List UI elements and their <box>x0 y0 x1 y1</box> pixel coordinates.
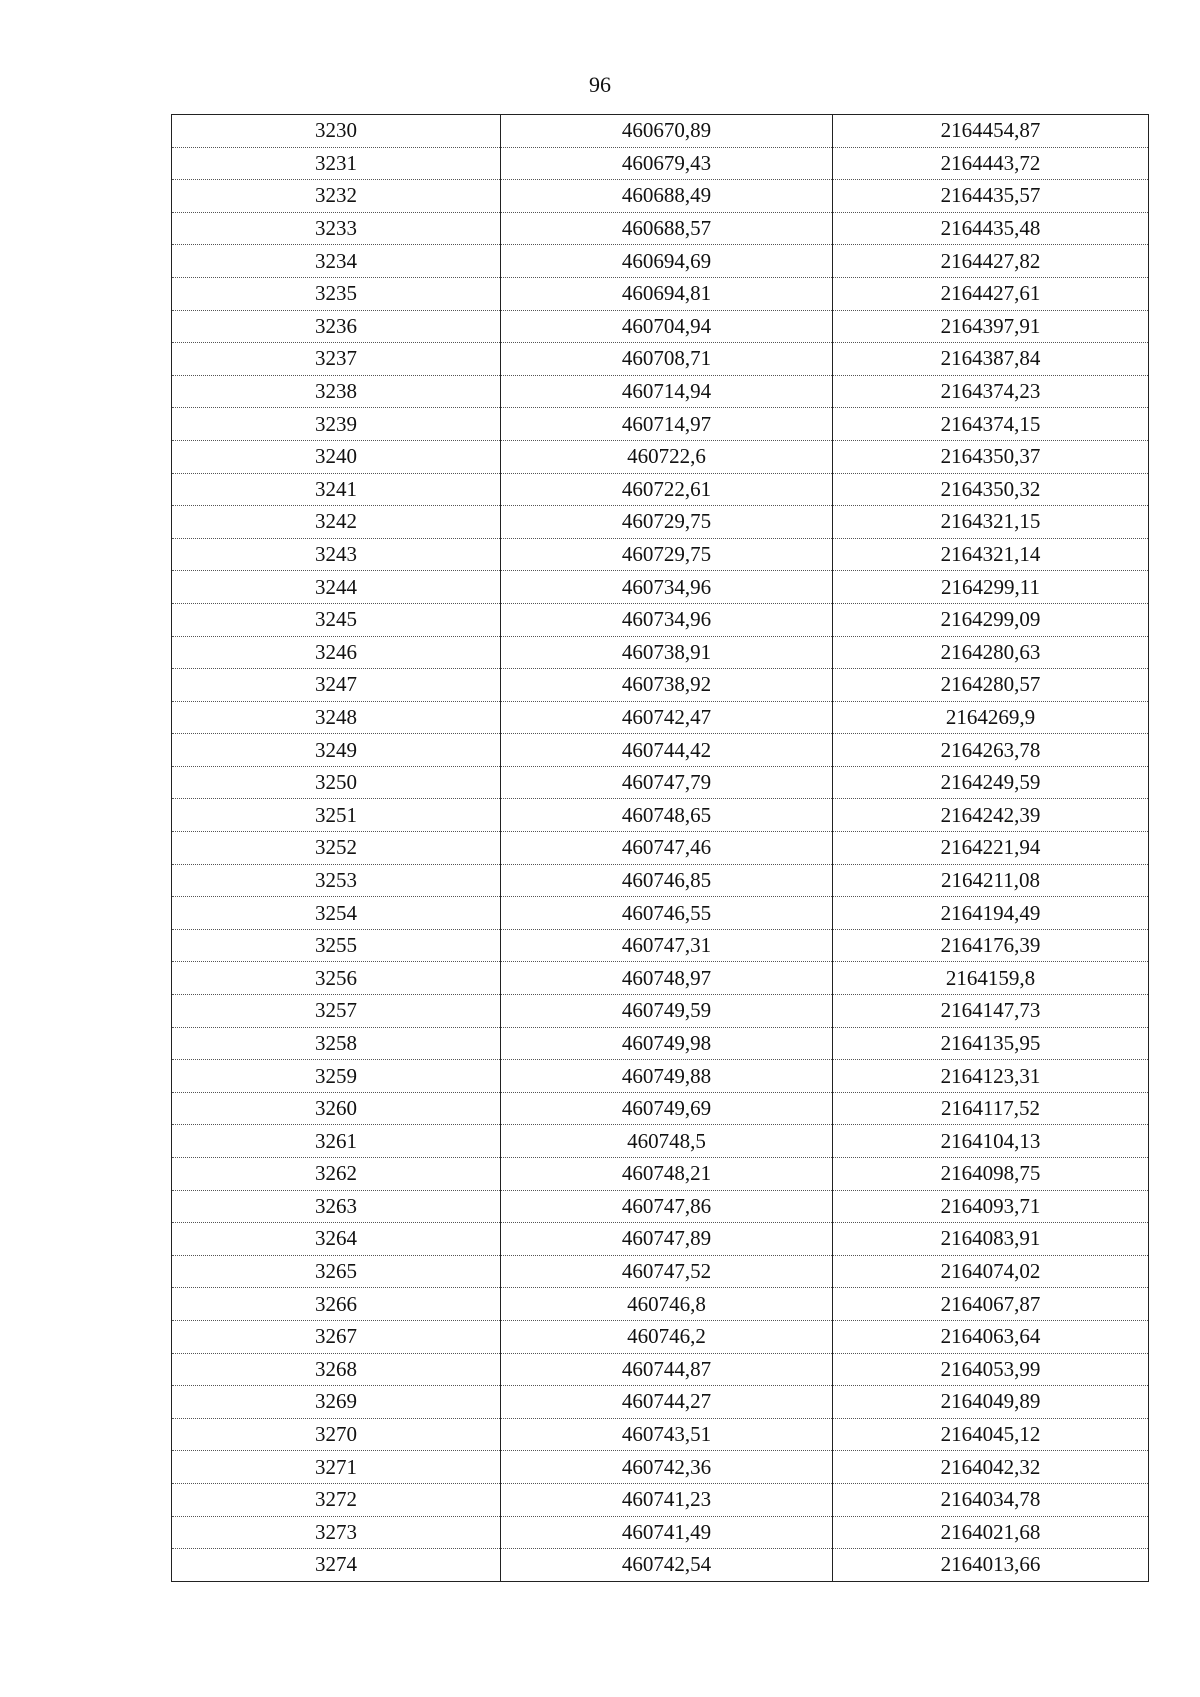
x-coordinate-cell: 460742,47 <box>501 701 833 734</box>
x-coordinate-cell: 460704,94 <box>501 310 833 343</box>
y-coordinate-cell: 2164387,84 <box>833 343 1149 376</box>
y-coordinate-cell: 2164067,87 <box>833 1288 1149 1321</box>
point-number-cell: 3268 <box>172 1353 501 1386</box>
y-coordinate-cell: 2164321,14 <box>833 538 1149 571</box>
x-coordinate-cell: 460744,42 <box>501 734 833 767</box>
table-row <box>172 734 1149 767</box>
y-coordinate-cell: 2164249,59 <box>833 766 1149 799</box>
point-number-cell: 3272 <box>172 1483 501 1516</box>
y-coordinate-cell: 2164034,78 <box>833 1483 1149 1516</box>
x-coordinate-cell: 460734,96 <box>501 571 833 604</box>
x-coordinate-cell: 460734,96 <box>501 603 833 636</box>
point-number-cell: 3256 <box>172 962 501 995</box>
table-row <box>172 1125 1149 1158</box>
x-coordinate-cell: 460746,8 <box>501 1288 833 1321</box>
y-coordinate-cell: 2164374,15 <box>833 408 1149 441</box>
x-coordinate-cell: 460741,49 <box>501 1516 833 1549</box>
table-row <box>172 571 1149 604</box>
y-coordinate-cell: 2164176,39 <box>833 929 1149 962</box>
x-coordinate-cell: 460749,88 <box>501 1060 833 1093</box>
x-coordinate-cell: 460749,98 <box>501 1027 833 1060</box>
x-coordinate-cell: 460744,27 <box>501 1386 833 1419</box>
table-row <box>172 1255 1149 1288</box>
coordinates-table <box>171 114 1149 1582</box>
y-coordinate-cell: 2164042,32 <box>833 1451 1149 1484</box>
y-coordinate-cell: 2164194,49 <box>833 897 1149 930</box>
x-coordinate-cell: 460748,97 <box>501 962 833 995</box>
point-number-cell: 3270 <box>172 1418 501 1451</box>
x-coordinate-cell: 460747,52 <box>501 1255 833 1288</box>
point-number-cell: 3271 <box>172 1451 501 1484</box>
x-coordinate-cell: 460746,55 <box>501 897 833 930</box>
y-coordinate-cell: 2164021,68 <box>833 1516 1149 1549</box>
table-row <box>172 864 1149 897</box>
point-number-cell: 3231 <box>172 147 501 180</box>
point-number-cell: 3233 <box>172 212 501 245</box>
table-row <box>172 1483 1149 1516</box>
y-coordinate-cell: 2164104,13 <box>833 1125 1149 1158</box>
table-row <box>172 1353 1149 1386</box>
table-row <box>172 995 1149 1028</box>
point-number-cell: 3265 <box>172 1255 501 1288</box>
x-coordinate-cell: 460679,43 <box>501 147 833 180</box>
y-coordinate-cell: 2164159,8 <box>833 962 1149 995</box>
table-row <box>172 1549 1149 1582</box>
x-coordinate-cell: 460729,75 <box>501 506 833 539</box>
point-number-cell: 3244 <box>172 571 501 604</box>
x-coordinate-cell: 460714,94 <box>501 375 833 408</box>
y-coordinate-cell: 2164299,11 <box>833 571 1149 604</box>
point-number-cell: 3248 <box>172 701 501 734</box>
table-row <box>172 1060 1149 1093</box>
point-number-cell: 3253 <box>172 864 501 897</box>
point-number-cell: 3232 <box>172 180 501 213</box>
table-row <box>172 440 1149 473</box>
point-number-cell: 3264 <box>172 1223 501 1256</box>
y-coordinate-cell: 2164435,57 <box>833 180 1149 213</box>
table-row <box>172 180 1149 213</box>
y-coordinate-cell: 2164280,57 <box>833 669 1149 702</box>
table-row <box>172 1092 1149 1125</box>
point-number-cell: 3230 <box>172 115 501 148</box>
point-number-cell: 3251 <box>172 799 501 832</box>
table-row <box>172 1386 1149 1419</box>
x-coordinate-cell: 460748,21 <box>501 1158 833 1191</box>
y-coordinate-cell: 2164299,09 <box>833 603 1149 636</box>
point-number-cell: 3263 <box>172 1190 501 1223</box>
x-coordinate-cell: 460749,69 <box>501 1092 833 1125</box>
y-coordinate-cell: 2164083,91 <box>833 1223 1149 1256</box>
point-number-cell: 3238 <box>172 375 501 408</box>
y-coordinate-cell: 2164093,71 <box>833 1190 1149 1223</box>
x-coordinate-cell: 460747,31 <box>501 929 833 962</box>
y-coordinate-cell: 2164221,94 <box>833 832 1149 865</box>
point-number-cell: 3237 <box>172 343 501 376</box>
x-coordinate-cell: 460694,69 <box>501 245 833 278</box>
y-coordinate-cell: 2164063,64 <box>833 1320 1149 1353</box>
y-coordinate-cell: 2164045,12 <box>833 1418 1149 1451</box>
x-coordinate-cell: 460749,59 <box>501 995 833 1028</box>
y-coordinate-cell: 2164074,02 <box>833 1255 1149 1288</box>
table-row <box>172 538 1149 571</box>
table-row <box>172 1451 1149 1484</box>
y-coordinate-cell: 2164397,91 <box>833 310 1149 343</box>
x-coordinate-cell: 460747,46 <box>501 832 833 865</box>
x-coordinate-cell: 460742,36 <box>501 1451 833 1484</box>
y-coordinate-cell: 2164049,89 <box>833 1386 1149 1419</box>
point-number-cell: 3261 <box>172 1125 501 1158</box>
x-coordinate-cell: 460729,75 <box>501 538 833 571</box>
table-row <box>172 701 1149 734</box>
x-coordinate-cell: 460738,92 <box>501 669 833 702</box>
point-number-cell: 3254 <box>172 897 501 930</box>
point-number-cell: 3242 <box>172 506 501 539</box>
point-number-cell: 3249 <box>172 734 501 767</box>
y-coordinate-cell: 2164350,32 <box>833 473 1149 506</box>
table-row <box>172 603 1149 636</box>
point-number-cell: 3246 <box>172 636 501 669</box>
point-number-cell: 3241 <box>172 473 501 506</box>
table-row <box>172 310 1149 343</box>
x-coordinate-cell: 460670,89 <box>501 115 833 148</box>
table-row <box>172 212 1149 245</box>
table-row <box>172 115 1149 148</box>
point-number-cell: 3262 <box>172 1158 501 1191</box>
y-coordinate-cell: 2164269,9 <box>833 701 1149 734</box>
table-row <box>172 506 1149 539</box>
table-row <box>172 1158 1149 1191</box>
x-coordinate-cell: 460722,61 <box>501 473 833 506</box>
point-number-cell: 3240 <box>172 440 501 473</box>
y-coordinate-cell: 2164454,87 <box>833 115 1149 148</box>
table-row <box>172 1190 1149 1223</box>
x-coordinate-cell: 460748,5 <box>501 1125 833 1158</box>
coordinates-table-body <box>172 115 1149 1582</box>
table-row <box>172 473 1149 506</box>
table-row <box>172 343 1149 376</box>
page-number: 96 <box>589 72 611 97</box>
table-row <box>172 245 1149 278</box>
table-row <box>172 277 1149 310</box>
table-row <box>172 1418 1149 1451</box>
y-coordinate-cell: 2164117,52 <box>833 1092 1149 1125</box>
x-coordinate-cell: 460688,49 <box>501 180 833 213</box>
table-row <box>172 408 1149 441</box>
table-row <box>172 897 1149 930</box>
y-coordinate-cell: 2164263,78 <box>833 734 1149 767</box>
point-number-cell: 3245 <box>172 603 501 636</box>
y-coordinate-cell: 2164211,08 <box>833 864 1149 897</box>
x-coordinate-cell: 460694,81 <box>501 277 833 310</box>
table-row <box>172 1516 1149 1549</box>
point-number-cell: 3236 <box>172 310 501 343</box>
point-number-cell: 3243 <box>172 538 501 571</box>
y-coordinate-cell: 2164427,82 <box>833 245 1149 278</box>
point-number-cell: 3274 <box>172 1549 501 1582</box>
point-number-cell: 3247 <box>172 669 501 702</box>
y-coordinate-cell: 2164443,72 <box>833 147 1149 180</box>
x-coordinate-cell: 460714,97 <box>501 408 833 441</box>
x-coordinate-cell: 460748,65 <box>501 799 833 832</box>
table-row <box>172 1027 1149 1060</box>
x-coordinate-cell: 460747,89 <box>501 1223 833 1256</box>
table-row <box>172 1320 1149 1353</box>
point-number-cell: 3269 <box>172 1386 501 1419</box>
y-coordinate-cell: 2164013,66 <box>833 1549 1149 1582</box>
x-coordinate-cell: 460738,91 <box>501 636 833 669</box>
y-coordinate-cell: 2164427,61 <box>833 277 1149 310</box>
point-number-cell: 3267 <box>172 1320 501 1353</box>
point-number-cell: 3255 <box>172 929 501 962</box>
point-number-cell: 3273 <box>172 1516 501 1549</box>
table-row <box>172 1223 1149 1256</box>
x-coordinate-cell: 460746,85 <box>501 864 833 897</box>
table-row <box>172 636 1149 669</box>
x-coordinate-cell: 460747,86 <box>501 1190 833 1223</box>
y-coordinate-cell: 2164147,73 <box>833 995 1149 1028</box>
y-coordinate-cell: 2164123,31 <box>833 1060 1149 1093</box>
point-number-cell: 3252 <box>172 832 501 865</box>
y-coordinate-cell: 2164280,63 <box>833 636 1149 669</box>
table-row <box>172 147 1149 180</box>
table-row <box>172 799 1149 832</box>
table-row <box>172 669 1149 702</box>
y-coordinate-cell: 2164098,75 <box>833 1158 1149 1191</box>
point-number-cell: 3239 <box>172 408 501 441</box>
y-coordinate-cell: 2164321,15 <box>833 506 1149 539</box>
table-row <box>172 1288 1149 1321</box>
x-coordinate-cell: 460708,71 <box>501 343 833 376</box>
point-number-cell: 3266 <box>172 1288 501 1321</box>
x-coordinate-cell: 460741,23 <box>501 1483 833 1516</box>
table-row <box>172 375 1149 408</box>
point-number-cell: 3257 <box>172 995 501 1028</box>
point-number-cell: 3234 <box>172 245 501 278</box>
x-coordinate-cell: 460744,87 <box>501 1353 833 1386</box>
point-number-cell: 3259 <box>172 1060 501 1093</box>
y-coordinate-cell: 2164135,95 <box>833 1027 1149 1060</box>
table-row <box>172 929 1149 962</box>
x-coordinate-cell: 460747,79 <box>501 766 833 799</box>
point-number-cell: 3235 <box>172 277 501 310</box>
y-coordinate-cell: 2164374,23 <box>833 375 1149 408</box>
x-coordinate-cell: 460742,54 <box>501 1549 833 1582</box>
y-coordinate-cell: 2164350,37 <box>833 440 1149 473</box>
table-row <box>172 832 1149 865</box>
point-number-cell: 3250 <box>172 766 501 799</box>
x-coordinate-cell: 460688,57 <box>501 212 833 245</box>
point-number-cell: 3258 <box>172 1027 501 1060</box>
table-row <box>172 766 1149 799</box>
table-row <box>172 962 1149 995</box>
y-coordinate-cell: 2164242,39 <box>833 799 1149 832</box>
y-coordinate-cell: 2164053,99 <box>833 1353 1149 1386</box>
x-coordinate-cell: 460743,51 <box>501 1418 833 1451</box>
x-coordinate-cell: 460722,6 <box>501 440 833 473</box>
y-coordinate-cell: 2164435,48 <box>833 212 1149 245</box>
point-number-cell: 3260 <box>172 1092 501 1125</box>
x-coordinate-cell: 460746,2 <box>501 1320 833 1353</box>
